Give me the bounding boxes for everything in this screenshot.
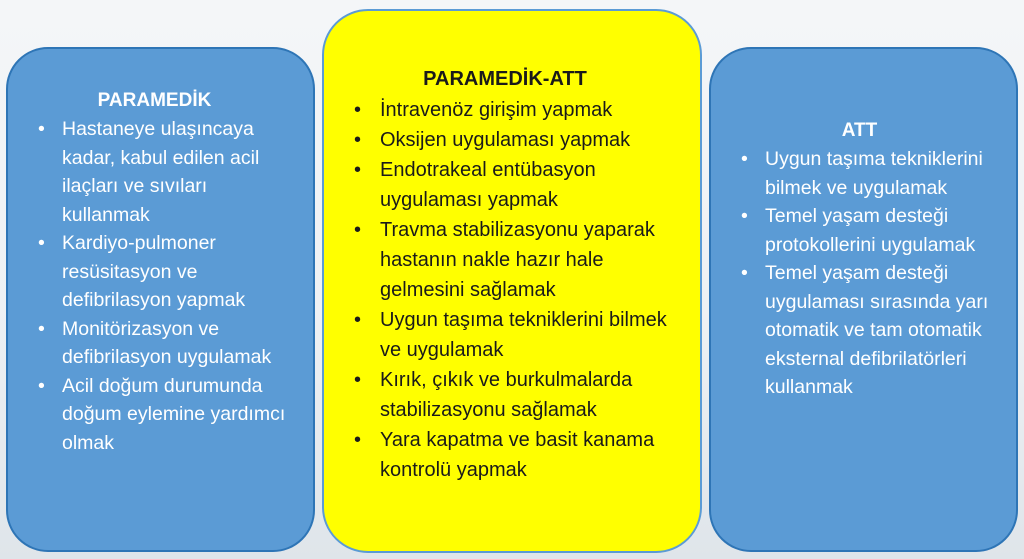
bullet-icon: • <box>354 429 362 451</box>
bullet-icon: • <box>38 374 45 397</box>
list-item <box>737 259 1002 402</box>
paramedik-duty-list <box>34 115 295 457</box>
att-duty-list <box>737 145 1002 402</box>
list-item-text: Yara kapatma ve basit kanama kontrolü yapmak <box>380 429 655 481</box>
bullet-icon: • <box>741 262 748 284</box>
bullet-icon: • <box>354 99 362 121</box>
paramedik-card-title: PARAMEDİK <box>97 90 212 111</box>
list-item <box>737 202 1002 259</box>
list-item <box>350 215 686 305</box>
list-item-text: Kardiyo-pulmoner resüsitasyon ve defibrilasyon yapmak <box>62 232 246 311</box>
list-item-text: Kırık, çıkık ve burkulmalarda stabilizasyonu sağlamak <box>380 369 633 421</box>
list-item <box>737 145 1002 202</box>
list-item <box>34 372 295 458</box>
bullet-icon: • <box>38 232 45 254</box>
list-item-text: Temel yaşam desteği protokollerini uygulamak <box>765 205 976 256</box>
list-item <box>350 365 686 425</box>
bullet-icon: • <box>354 159 362 181</box>
list-item-text: Monitörizasyon ve defibrilasyon uygulamak <box>62 317 272 368</box>
list-item <box>350 155 686 215</box>
list-item <box>350 125 686 155</box>
list-item-text: Temel yaşam desteği uygulaması sırasında yarı otomatik ve tam otomatik eksternal defibrilatörleri kullanmak <box>765 262 989 398</box>
list-item <box>350 95 686 125</box>
list-item-text: Travma stabilizasyonu yaparak hastanın nakle hazır hale gelmesini sağlamak <box>380 219 655 301</box>
list-item <box>350 425 686 485</box>
list-item <box>34 229 295 315</box>
list-item-text: Endotrakeal entübasyon uygulaması yapmak <box>380 159 596 211</box>
list-item-text: Hastaneye ulaşıncaya kadar, kabul edilen acil ilaçları ve sıvıları kullanmak <box>62 118 260 226</box>
bullet-icon: • <box>354 309 362 331</box>
list-item-text: Acil doğum durumunda doğum eylemine yardımcı olmak <box>62 374 286 454</box>
paramedik-att-card-title: PARAMEDİK-ATT <box>423 68 587 90</box>
paramedik-att-duty-list <box>350 95 686 485</box>
paramedik-att-card <box>322 9 702 553</box>
bullet-icon: • <box>741 148 748 170</box>
list-item <box>34 115 295 229</box>
att-card <box>709 47 1018 552</box>
bullet-icon: • <box>38 317 45 340</box>
bullet-icon: • <box>354 369 362 391</box>
list-item-text: Uygun taşıma tekniklerini bilmek ve uygulamak <box>765 148 983 199</box>
bullet-icon: • <box>38 118 45 140</box>
att-card-title: ATT <box>841 120 878 141</box>
bullet-icon: • <box>741 205 748 227</box>
list-item-text: Uygun taşıma tekniklerini bilmek ve uygulamak <box>380 309 667 361</box>
list-item <box>34 315 295 372</box>
bullet-icon: • <box>354 129 362 151</box>
list-item-text: Oksijen uygulaması yapmak <box>380 129 631 151</box>
list-item <box>350 305 686 365</box>
bullet-icon: • <box>354 219 362 241</box>
paramedik-card <box>6 47 315 552</box>
list-item-text: İntravenöz girişim yapmak <box>380 99 613 121</box>
